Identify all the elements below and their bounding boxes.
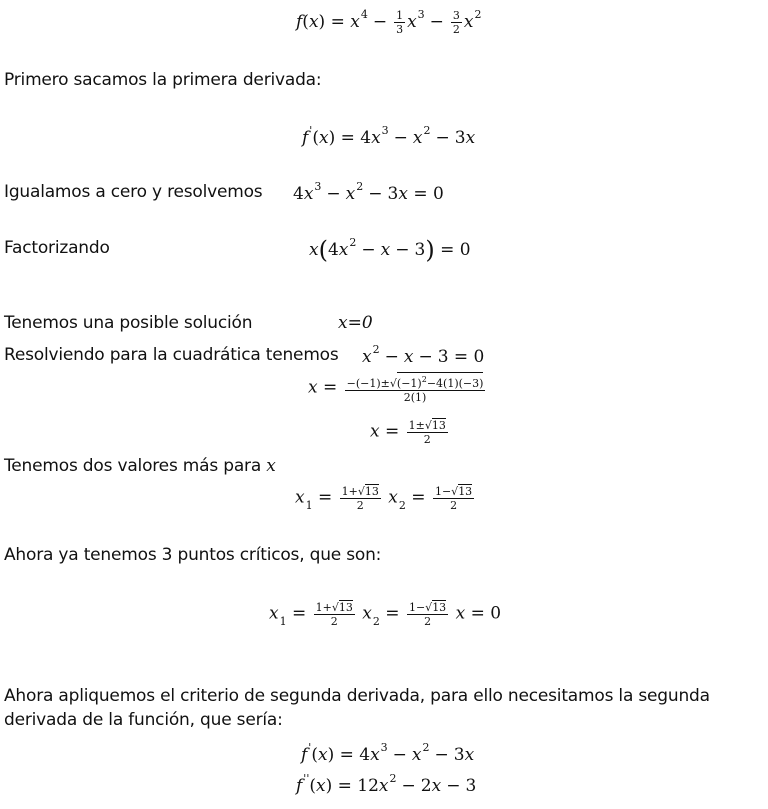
equation-first-derivative: $f'(x) = 4x^3 - x^2 - 3x$ (302, 124, 476, 148)
equation-fx: $f(x) = x^4$ − $\frac{1}{3}$ $x^3$ − $\frac{3}{2}$ $x^2$ (296, 8, 482, 36)
text-dos-valores (4, 456, 276, 476)
equation-simplified: x = $\frac{1\pm√13}{2}$ (370, 419, 446, 446)
text-dos-valores-label: Tenemos dos valores más para (4, 456, 262, 476)
variable-x: x (266, 456, 276, 476)
text-segunda-derivada-2: derivada de la función, que sería: (4, 710, 283, 730)
equation-equal-zero: $4x^3 - x^2 - 3x = 0$ (293, 180, 444, 204)
equation-quadratic-formula: x = $\frac{-(-1)\pm√(-1)^2-4(1)(-3)}{2(1)}$ (308, 372, 487, 404)
text-igualamos: Igualamos a cero y resolvemos (4, 182, 263, 202)
equation-first-derivative-repeat: $f'(x) = 4x^3 - x^2 - 3x$ (301, 741, 475, 765)
value-x-zero: x=0 (338, 313, 373, 333)
text-puntos-criticos: Ahora ya tenemos 3 puntos críticos, que son: (4, 545, 382, 565)
text-segunda-derivada-1: Ahora apliquemos el criterio de segunda derivada, para ello necesitamos la segunda (4, 686, 710, 706)
text-cuadratica: Resolviendo para la cuadrática tenemos (4, 345, 339, 365)
equation-critical-points: $x_1$ = $\frac{1+√13}{2}$ $x_2$ = $\frac{1-√13}{2}$ x = 0 (269, 601, 502, 628)
equation-factored: $x(4x^2 - x - 3) = 0$ (309, 236, 471, 264)
text-primera-derivada: Primero sacamos la primera derivada: (4, 70, 322, 90)
equation-quadratic: $x^2 - x - 3 = 0$ (362, 343, 485, 367)
text-factorizando: Factorizando (4, 238, 110, 258)
text-posible-solucion: Tenemos una posible solución (4, 313, 253, 333)
equation-second-derivative: $f''(x) = 12x^2 - 2x - 3$ (296, 772, 477, 796)
equation-two-roots: $x_1$ = $\frac{1+√13}{2}$ $x_2$ = $\frac{1-√13}{2}$ (295, 485, 473, 512)
